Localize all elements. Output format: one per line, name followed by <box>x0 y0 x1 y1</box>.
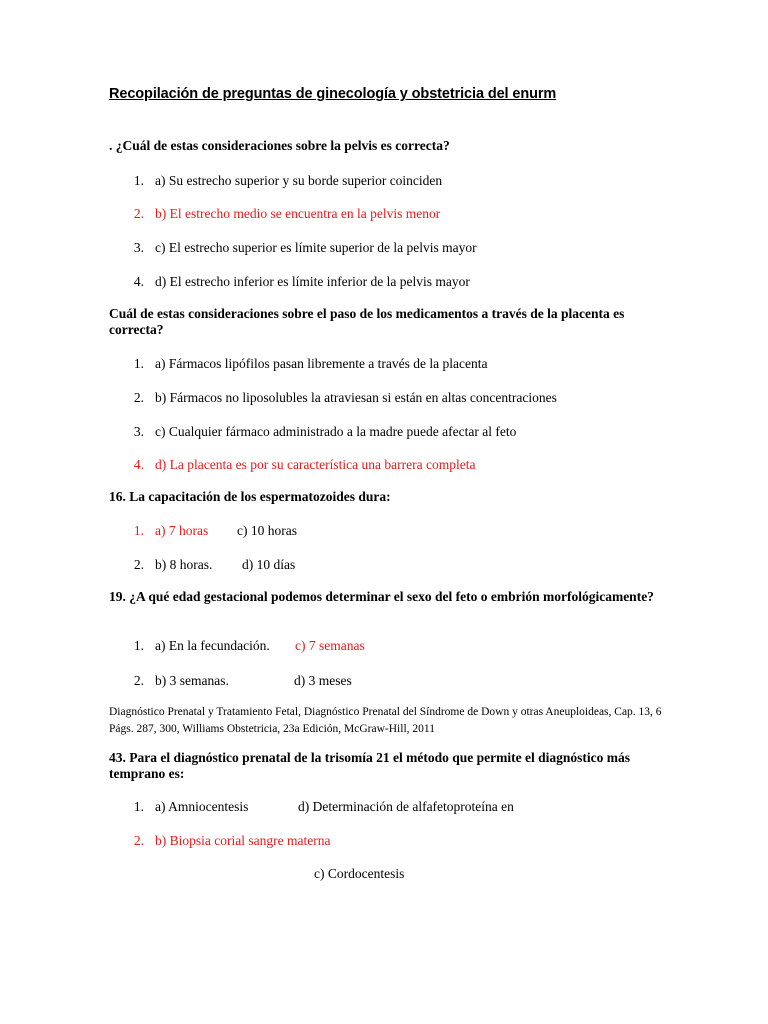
option-text-secondary: d) 10 días <box>242 557 296 572</box>
list-number: 3. <box>133 424 144 439</box>
list-number-correct: 2. <box>133 833 144 848</box>
option-text-secondary: d) 3 meses <box>294 673 352 688</box>
list-number: 2. <box>133 673 144 688</box>
option-text: c) El estrecho superior es límite superior de la pelvis mayor <box>155 240 477 255</box>
option-text: a) Fármacos lipófilos pasan libremente a través de la placenta <box>155 356 488 371</box>
option-text-trailing: c) Cordocentesis <box>314 866 405 881</box>
option-text: d) El estrecho inferior es límite inferior de la pelvis mayor <box>155 274 470 289</box>
option-text: b) 3 semanas. <box>155 673 229 688</box>
option-text: b) Fármacos no liposolubles la atraviesan si están en altas concentraciones <box>155 390 557 405</box>
option-text-secondary: c) 10 horas <box>237 523 297 538</box>
question-sperm-capacitation: 16. La capacitación de los espermatozoides dura: <box>109 489 391 504</box>
option-text-correct: d) La placenta es por su característica una barrera completa <box>155 457 476 472</box>
option-text-correct: b) El estrecho medio se encuentra en la pelvis menor <box>155 206 441 221</box>
list-number: 3. <box>133 240 144 255</box>
option-text: a) Su estrecho superior y su borde superior coinciden <box>155 173 443 188</box>
list-number: 1. <box>133 638 144 653</box>
question-pelvis: . ¿Cuál de estas consideraciones sobre la pelvis es correcta? <box>109 138 450 153</box>
option-text: c) Cualquier fármaco administrado a la madre puede afectar al feto <box>155 424 517 439</box>
question-trisomy-21: 43. Para el diagnóstico prenatal de la trisomía 21 el método que permite el diagnóstico más temprano es: <box>109 750 630 781</box>
list-number-correct: 2. <box>133 206 144 221</box>
list-number: 1. <box>133 173 144 188</box>
option-text-correct: a) 7 horas <box>155 523 209 538</box>
list-number-correct: 1. <box>133 523 144 538</box>
list-number: 1. <box>133 356 144 371</box>
list-number: 1. <box>133 799 144 814</box>
list-number-correct: 4. <box>133 457 144 472</box>
option-text: a) En la fecundación. <box>155 638 270 653</box>
list-number: 4. <box>133 274 144 289</box>
list-number: 2. <box>133 390 144 405</box>
option-text: a) Amniocentesis <box>155 799 249 814</box>
question-placenta-drugs: Cuál de estas consideraciones sobre el paso de los medicamentos a través de la placenta es correcta? <box>109 306 625 337</box>
bibliographic-reference: Diagnóstico Prenatal y Tratamiento Fetal, Diagnóstico Prenatal del Síndrome de Down y otras Aneuploideas, Cap. 13, 6 Págs. 287, 300, Williams Obstetricia, 23a Edición, McGraw-Hill, 2011 <box>109 706 662 735</box>
option-text-correct: b) Biopsia corial sangre materna <box>155 833 331 848</box>
document-title: Recopilación de preguntas de ginecología y obstetricia del enurm <box>109 86 557 102</box>
option-text-correct: c) 7 semanas <box>295 638 365 653</box>
option-text-secondary: d) Determinación de alfafetoproteína en <box>298 799 514 814</box>
question-fetal-sex: 19. ¿A qué edad gestacional podemos determinar el sexo del feto o embrión morfológicamente? <box>109 589 654 604</box>
list-number: 2. <box>133 557 144 572</box>
option-text: b) 8 horas. <box>155 557 213 572</box>
